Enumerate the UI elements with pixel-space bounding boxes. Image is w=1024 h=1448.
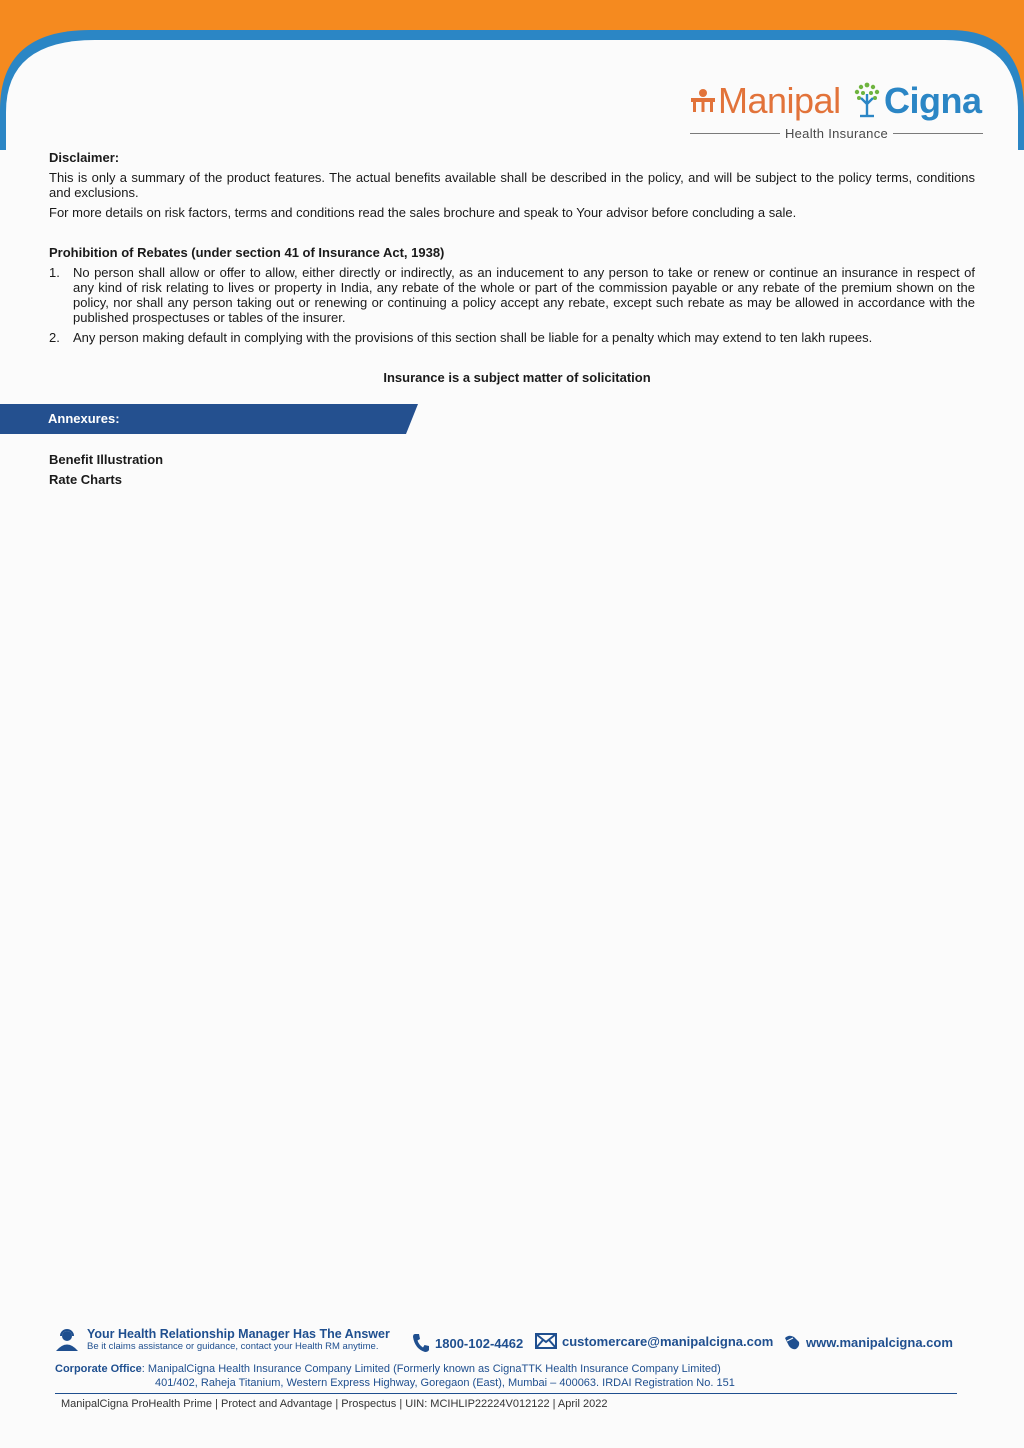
phone-contact[interactable] (412, 1333, 523, 1353)
website-contact[interactable] (783, 1333, 953, 1351)
corporate-label: Corporate Office (55, 1363, 142, 1375)
solicitation-note: Insurance is a subject matter of solicitation (383, 370, 651, 385)
disclaimer-details-text: For more details on risk factors, terms and conditions read the sales brochure and speak to Your advisor before concluding a sale. (49, 205, 797, 220)
phone-icon (412, 1333, 430, 1353)
mail-icon (535, 1333, 557, 1349)
logo-subtitle-row (690, 126, 983, 141)
headset-person-icon (55, 1329, 79, 1351)
list-item-text: No person shall allow or offer to allow, either directly or indirectly, as an inducement to any person to take or renew or continue an insurance in respect of any kind of risk relating to lives or property in India, any rebate of the whole or part of the commission payable or any rebate of the premium shown on the policy, nor shall any person taking out or renewing or continuing a policy accept any rebate, except such rebate as may be allowed in accordance with the published prospectuses or tables of the insurer. (73, 265, 975, 325)
phone-number[interactable]: 1800-102-4462 (435, 1335, 524, 1351)
annexures-list (49, 450, 163, 490)
corporate-line2: 401/402, Raheja Titanium, Western Express Highway, Goregaon (East), Mumbai – 400063. IRDAI Registration No. 151 (155, 1377, 735, 1389)
disclaimer-text: This is only a summary of the product features. The actual benefits available shall be described in the policy, and will be subject to the policy terms, conditions and exclusions. (49, 170, 975, 200)
brand-manipal: Manipal (718, 80, 841, 121)
rebates-list (49, 265, 975, 345)
rebates-heading: Prohibition of Rebates (under section 41 of Insurance Act, 1938) (49, 245, 445, 260)
product-footnote: ManipalCigna ProHealth Prime | Protect and Advantage | Prospectus | UIN: MCIHLIP22224V012122 | April 2022 (61, 1398, 608, 1410)
disclaimer-section (49, 150, 975, 220)
disclaimer-heading: Disclaimer: (49, 150, 120, 165)
divider (893, 133, 983, 134)
corporate-office (55, 1362, 735, 1390)
list-item (49, 330, 975, 345)
list-item-text: Any person making default in complying with the provisions of this section shall be liable for a penalty which may extend to ten lakh rupees. (73, 330, 873, 345)
divider (690, 133, 780, 134)
rm-block (55, 1327, 390, 1352)
footer-divider (55, 1393, 957, 1394)
tree-icon (852, 80, 882, 118)
list-item-number: 1. (49, 265, 60, 280)
list-item (49, 265, 975, 325)
corporate-line1: : ManipalCigna Health Insurance Company Limited (Formerly known as CignaTTK Health Insurance Company Limited) (141, 1363, 721, 1375)
email-address[interactable]: customercare@manipalcigna.com (562, 1333, 774, 1349)
list-item-number: 2. (49, 330, 60, 345)
annexure-item: Benefit Illustration (49, 452, 164, 467)
email-contact[interactable] (535, 1333, 773, 1349)
website-url[interactable]: www.manipalcigna.com (806, 1334, 953, 1350)
annexure-item: Rate Charts (49, 472, 122, 487)
brand-cigna: Cigna (884, 80, 982, 121)
logo-subtitle: Health Insurance (784, 126, 889, 141)
rebates-section (49, 245, 975, 350)
annexures-label: Annexures: (48, 411, 120, 426)
manipalcigna-logo (690, 78, 990, 144)
mouse-icon (783, 1333, 801, 1351)
manipal-logo-icon (690, 88, 716, 114)
rm-subtitle: Be it claims assistance or guidance, contact your Health RM anytime. (87, 1341, 379, 1352)
rm-title: Your Health Relationship Manager Has The Answer (87, 1327, 390, 1341)
